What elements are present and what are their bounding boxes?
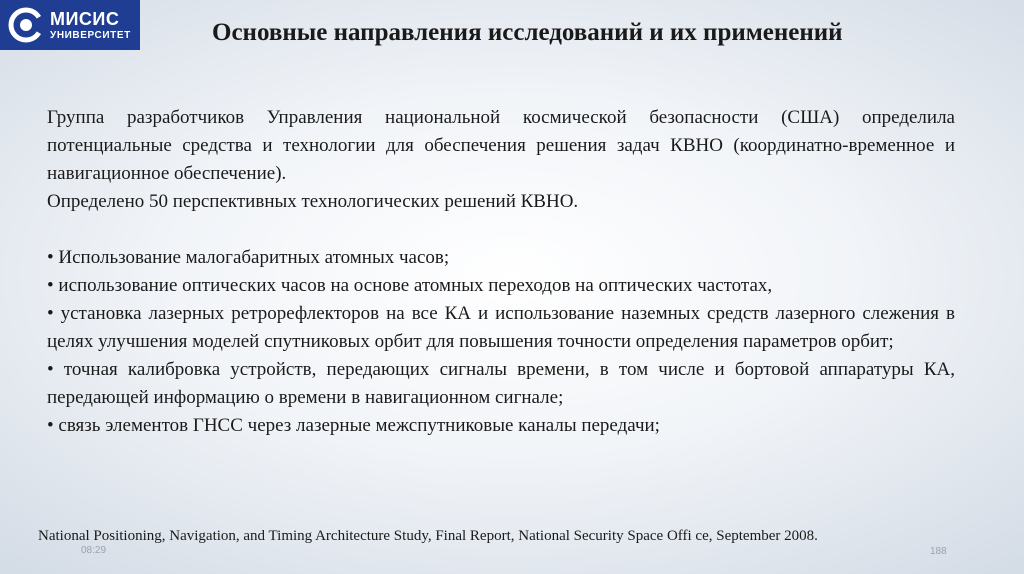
misis-logo-icon — [6, 5, 46, 45]
bullet-item: • Использование малогабаритных атомных часов; — [47, 247, 450, 268]
slide-time: 08:29 — [81, 545, 107, 556]
bullet-item: • связь элементов ГНСС через лазерные межспутниковые каналы передачи; — [47, 415, 660, 436]
misis-logo — [0, 0, 140, 50]
intro-paragraph: Группа разработчиков Управления национальной космической безопасности (США) определила потенциальные средства и технологии для обеспечения решения задач КВНО (координатно-временное и навигационное обеспечение). — [47, 107, 955, 184]
slide-title: Основные направления исследований и их применений — [212, 19, 843, 46]
logo-subtitle: УНИВЕРСИТЕТ — [50, 29, 131, 41]
page-number: 188 — [930, 546, 947, 557]
bullet-item: • точная калибровка устройств, передающих сигналы времени, в том числе и бортовой аппаратуры КА, передающей информацию о времени в навигационном сигнале; — [47, 359, 955, 408]
paragraph-gap — [47, 216, 955, 244]
logo-name: МИСИС — [50, 8, 120, 29]
source-footnote: National Positioning, Navigation, and Timing Architecture Study, Final Report, National Security Space Offi ce, September 2008. — [38, 528, 818, 544]
bullet-item: • установка лазерных ретрорефлекторов на все КА и использование наземных средств лазерного слежения в целях улучшения моделей спутниковых орбит для повышения точности определения параметров орбит; — [47, 303, 955, 352]
intro-paragraph: Определено 50 перспективных технологических решений КВНО. — [47, 191, 579, 212]
slide-body — [47, 104, 955, 440]
bullet-item: • использование оптических часов на основе атомных переходов на оптических частотах, — [47, 275, 773, 296]
